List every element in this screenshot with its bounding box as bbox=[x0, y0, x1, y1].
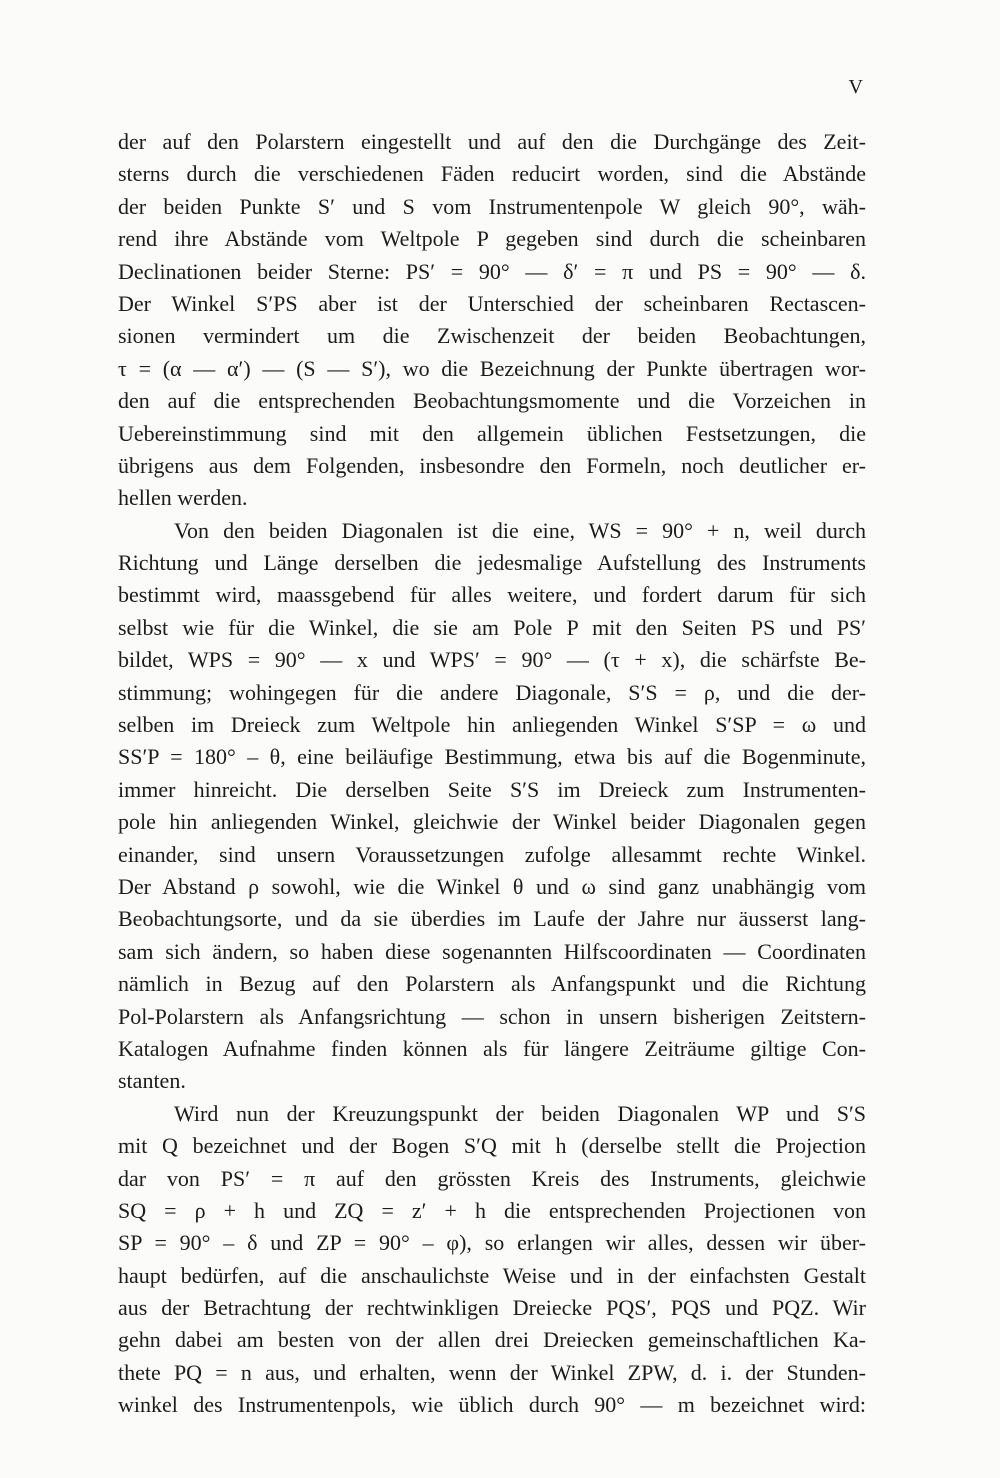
text-line: übrigens aus dem Folgenden, insbesondre den Formeln, noch deutlicher er- bbox=[118, 452, 866, 478]
text-line: aus der Betrachtung der rechtwinkligen Dreiecke PQS′, PQS und PQZ. Wir bbox=[118, 1295, 866, 1321]
text-line: rend ihre Abstände vom Weltpole P gegeben sind durch die scheinbaren bbox=[118, 226, 866, 252]
text-line: nämlich in Bezug auf den Polarstern als Anfangspunkt und die Richtung bbox=[118, 971, 866, 997]
text-line: τ = (α — α′) — (S — S′), wo die Bezeichnung der Punkte übertragen wor- bbox=[118, 355, 866, 381]
text-line: haupt bedürfen, auf die anschaulichste Weise und in der einfachsten Gestalt bbox=[118, 1262, 866, 1288]
text-line: stimmung; wohingegen für die andere Diagonale, S′S = ρ, und die der- bbox=[118, 679, 866, 705]
text-line: winkel des Instrumentenpols, wie üblich durch 90° — m bezeichnet wird: bbox=[118, 1392, 866, 1418]
text-line: Der Abstand ρ sowohl, wie die Winkel θ und ω sind ganz unabhängig vom bbox=[118, 873, 866, 899]
page-number: V bbox=[848, 76, 864, 98]
text-line: Uebereinstimmung sind mit den allgemein üblichen Festsetzungen, die bbox=[118, 420, 866, 446]
text-line: Der Winkel S′PS aber ist der Unterschied der scheinbaren Rectascen- bbox=[118, 290, 866, 316]
text-line: mit Q bezeichnet und der Bogen S′Q mit h (derselbe stellt die Projection bbox=[118, 1133, 866, 1159]
text-line: sterns durch die verschiedenen Fäden reducirt worden, sind die Abstände bbox=[118, 161, 866, 187]
text-line: SP = 90° – δ und ZP = 90° – φ), so erlangen wir alles, dessen wir über- bbox=[118, 1230, 866, 1256]
text-line: SS′P = 180° – θ, eine beiläufige Bestimmung, etwa bis auf die Bogenminute, bbox=[118, 744, 866, 770]
text-line: selben im Dreieck zum Weltpole hin anliegenden Winkel S′SP = ω und bbox=[118, 712, 866, 738]
text-line: sionen vermindert um die Zwischenzeit der beiden Beobachtungen, bbox=[118, 323, 866, 349]
text-line: Richtung und Länge derselben die jedesmalige Aufstellung des Instruments bbox=[118, 550, 866, 576]
text-line: Beobachtungsorte, und da sie überdies im Laufe der Jahre nur äusserst lang- bbox=[118, 906, 866, 932]
text-line: SQ = ρ + h und ZQ = z′ + h die entsprechenden Projectionen von bbox=[118, 1197, 866, 1223]
text-line: selbst wie für die Winkel, die sie am Pole P mit den Seiten PS und PS′ bbox=[118, 614, 866, 640]
text-line: stanten. bbox=[118, 1068, 186, 1094]
text-line: Katalogen Aufnahme finden können als für längere Zeiträume giltige Con- bbox=[118, 1035, 866, 1061]
text-line: thete PQ = n aus, und erhalten, wenn der Winkel ZPW, d. i. der Stunden- bbox=[118, 1359, 866, 1385]
text-line: der beiden Punkte S′ und S vom Instrumentenpole W gleich 90°, wäh- bbox=[118, 193, 866, 219]
text-line: Wird nun der Kreuzungspunkt der beiden Diagonalen WP und S′S bbox=[174, 1100, 866, 1126]
text-line: bildet, WPS = 90° — x und WPS′ = 90° — (τ + x), die schärfste Be- bbox=[118, 647, 866, 673]
text-line: pole hin anliegenden Winkel, gleichwie der Winkel beider Diagonalen gegen bbox=[118, 809, 866, 835]
text-line: Pol-Polarstern als Anfangsrichtung — schon in unsern bisherigen Zeitstern- bbox=[118, 1003, 866, 1029]
text-line: Von den beiden Diagonalen ist die eine, WS = 90° + n, weil durch bbox=[174, 517, 866, 543]
text-line: bestimmt wird, maassgebend für alles weitere, und fordert darum für sich bbox=[118, 582, 866, 608]
text-line: immer hinreicht. Die derselben Seite S′S im Dreieck zum Instrumenten- bbox=[118, 776, 866, 802]
text-line: Declinationen beider Sterne: PS′ = 90° — δ′ = π und PS = 90° — δ. bbox=[118, 258, 866, 284]
text-line: dar von PS′ = π auf den grössten Kreis des Instruments, gleichwie bbox=[118, 1165, 866, 1191]
text-line: sam sich ändern, so haben diese sogenannten Hilfscoordinaten — Coordinaten bbox=[118, 938, 866, 964]
text-line: der auf den Polarstern eingestellt und auf den die Durchgänge des Zeit- bbox=[118, 129, 866, 154]
text-line: hellen werden. bbox=[118, 485, 248, 511]
body-text bbox=[118, 126, 866, 1422]
text-line: gehn dabei am besten von der allen drei Dreiecken gemeinschaftlichen Ka- bbox=[118, 1327, 866, 1353]
text-line: einander, sind unsern Voraussetzungen zufolge allesammt rechte Winkel. bbox=[118, 841, 866, 867]
text-line: den auf die entsprechenden Beobachtungsmomente und die Vorzeichen in bbox=[118, 388, 866, 414]
